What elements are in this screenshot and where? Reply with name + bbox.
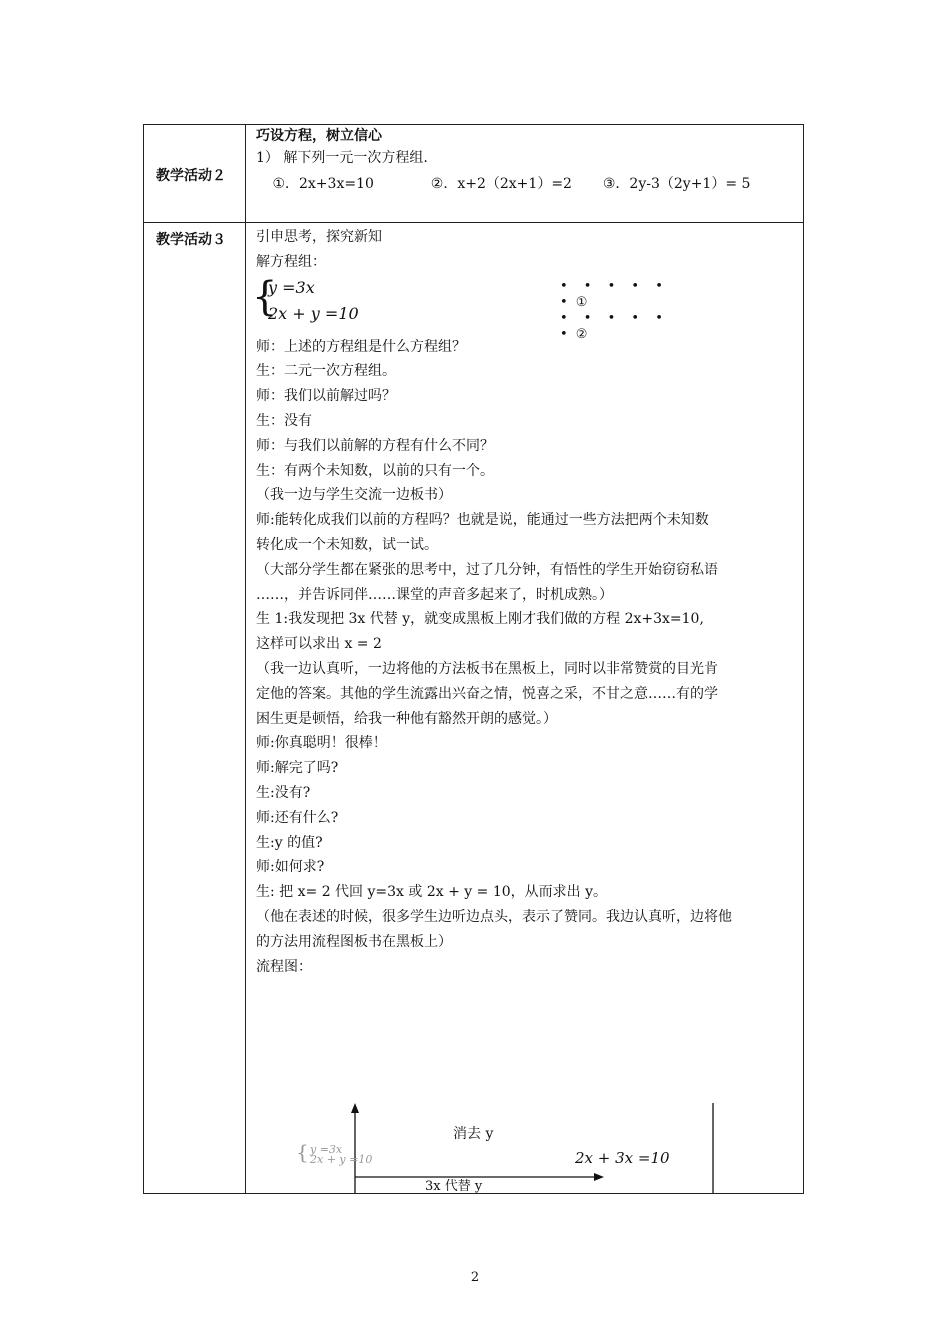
activity3-solve-label: 解方程组：	[256, 253, 326, 270]
equation-2: ②．x+2（2x+1）=2	[430, 176, 572, 192]
flow-left-brace: {	[296, 1140, 309, 1164]
activity2-label: 教学活动２	[156, 168, 226, 184]
dialogue-line: 困生更是顿悟，给我一种他有豁然开朗的感觉。）	[256, 710, 557, 727]
dialogue-line: 生：二元一次方程组。	[256, 363, 396, 380]
dialogue-line: ……，并告诉同伴……课堂的声音多起来了，时机成熟。）	[256, 586, 613, 603]
system-eq-a: y =3x	[268, 277, 315, 297]
dialogue-line: 生:没有?	[256, 784, 311, 801]
dialogue-line: 的方法用流程图板书在黑板上）	[256, 933, 452, 950]
activity3-label: 教学活动３	[156, 232, 226, 248]
dialogue-line: （大部分学生都在紧张的思考中，过了几分钟，有悟性的学生开始窃窃私语	[256, 561, 718, 578]
equation-1: ①．2x+3x=10	[272, 176, 374, 192]
system-eq-b: 2x + y =10	[268, 303, 359, 323]
dialogue-line: 生:y 的值?	[256, 834, 323, 851]
flow-left-system	[296, 1140, 373, 1166]
dialogue-line: 生: 把 x= 2 代回 y=3x 或 2x + y = 10，从而求出 y。	[256, 884, 607, 901]
activity3-heading: 引申思考，探究新知	[256, 229, 382, 245]
activity2-title: 巧设方程，树立信心	[256, 128, 382, 144]
flow-right-arrow-head	[594, 1173, 604, 1181]
dialogue-line: 师:能转化成我们以前的方程吗？也就是说，能通过一些方法把两个未知数	[256, 512, 709, 529]
dialogue-line: 定他的答案。其他的学生流露出兴奋之情，悦喜之采，不甘之意……有的学	[256, 685, 718, 702]
dialogue-line: 生：有两个未知数，以前的只有一个。	[256, 462, 494, 479]
dialogue-line: 师:解完了吗?	[256, 760, 339, 777]
flow-left-eq-b: 2x + y =10	[310, 1153, 373, 1166]
dialogue-line: 师：与我们以前解的方程有什么不同？	[256, 437, 494, 454]
dialogue-line: 生 1:我发现把 3x 代替 y，就变成黑板上刚才我们做的方程 2x+3x=10,	[256, 611, 704, 628]
marker-2: • ②	[560, 326, 590, 342]
lesson-table	[143, 124, 804, 1194]
flow-up-arrow-head	[351, 1103, 359, 1113]
dialogue-line: 师:你真聪明！很棒！	[256, 735, 387, 752]
dialogue-line: 师:还有什么?	[256, 809, 339, 826]
emphasis-dots-2: • • • • •	[560, 310, 669, 326]
flow-top-label: 消去 y	[453, 1126, 494, 1142]
dialogue-line: 转化成一个未知数，试一试。	[256, 536, 438, 553]
dialogue-line: 师：上述的方程组是什么方程组？	[256, 338, 466, 355]
flowchart-lines	[144, 125, 805, 1195]
equation-3: ③．2y-3（2y+1）= 5	[602, 176, 751, 192]
flow-bottom-label: 3x 代替 y	[425, 1179, 483, 1194]
dialogue-line: （我一边与学生交流一边板书）	[256, 487, 452, 504]
emphasis-dots-1: • • • • •	[560, 278, 669, 294]
page-number: 2	[470, 1270, 480, 1285]
system-brace: {	[252, 273, 278, 320]
flow-right-equation: 2x + 3x =10	[575, 1149, 670, 1167]
flowchart-label: 流程图：	[256, 958, 312, 975]
activity2-instruction: 1） 解下列一元一次方程组.	[256, 150, 428, 166]
dialogue-line: （他在表述的时候，很多学生边听边点头，表示了赞同。我边认真听，边将他	[256, 908, 732, 925]
dialogue-line: 师:如何求?	[256, 859, 325, 876]
flowchart	[144, 125, 805, 1195]
dialogue-line: 生：没有	[256, 412, 312, 429]
dialogue-line: （我一边认真听，一边将他的方法板书在黑板上，同时以非常赞赏的目光肯	[256, 660, 718, 677]
dialogue-line: 这样可以求出 x = 2	[256, 636, 382, 653]
marker-1: • ①	[560, 294, 590, 310]
dialogue-line: 师：我们以前解过吗？	[256, 388, 396, 405]
flow-left-eq-a: y =3x	[310, 1143, 343, 1156]
